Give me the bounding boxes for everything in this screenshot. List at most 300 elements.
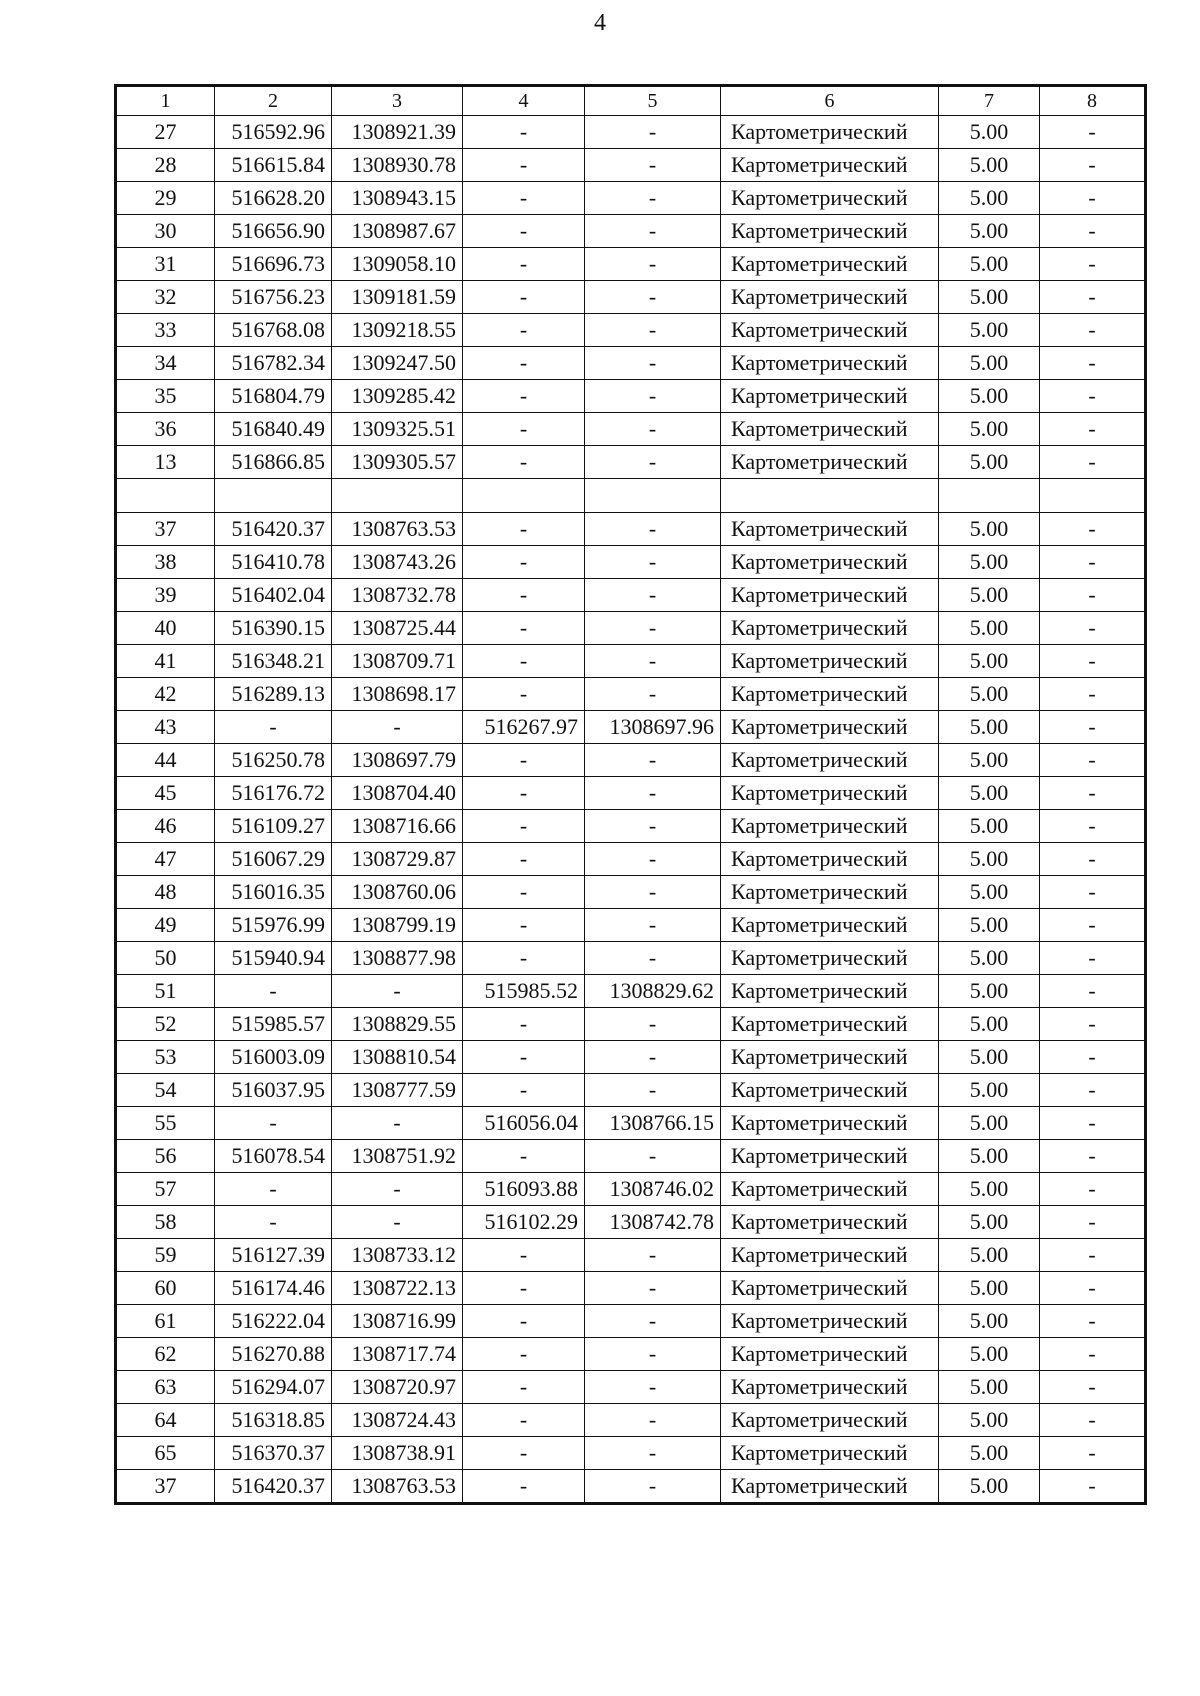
cell-y-alt-coordinate: - — [585, 1239, 721, 1272]
cell-point-number: 36 — [116, 413, 215, 446]
table-row — [116, 1404, 1146, 1437]
cell-y-coordinate: - — [332, 975, 463, 1008]
cell-point-number: 37 — [116, 513, 215, 546]
cell-y-alt-coordinate: - — [585, 281, 721, 314]
cell-y-coordinate: 1308777.59 — [332, 1074, 463, 1107]
cell-y-coordinate: 1309058.10 — [332, 248, 463, 281]
cell-method: Картометрический — [721, 810, 939, 843]
cell-note: - — [1040, 1305, 1146, 1338]
cell-y-coordinate: 1308930.78 — [332, 149, 463, 182]
cell-method: Картометрический — [721, 942, 939, 975]
cell-y-alt-coordinate: - — [585, 1305, 721, 1338]
cell-y-coordinate: 1308921.39 — [332, 116, 463, 149]
cell-accuracy: 5.00 — [939, 1173, 1040, 1206]
cell-x-coordinate: 516348.21 — [215, 645, 332, 678]
table-row — [116, 1371, 1146, 1404]
cell-x-coordinate: 516696.73 — [215, 248, 332, 281]
cell-x-alt-coordinate: 516267.97 — [463, 711, 585, 744]
table-row — [116, 1140, 1146, 1173]
cell-x-coordinate: 516628.20 — [215, 182, 332, 215]
cell-method: Картометрический — [721, 612, 939, 645]
cell-x-coordinate: 516109.27 — [215, 810, 332, 843]
cell-x-alt-coordinate: - — [463, 1041, 585, 1074]
cell-note: - — [1040, 711, 1146, 744]
cell-accuracy: 5.00 — [939, 711, 1040, 744]
cell-accuracy: 5.00 — [939, 116, 1040, 149]
table-row — [116, 777, 1146, 810]
cell-note: - — [1040, 1371, 1146, 1404]
cell-y-coordinate: 1308751.92 — [332, 1140, 463, 1173]
cell-point-number: 29 — [116, 182, 215, 215]
cell-accuracy: 5.00 — [939, 777, 1040, 810]
cell-accuracy: 5.00 — [939, 1272, 1040, 1305]
table-row — [116, 1074, 1146, 1107]
cell-point-number: 58 — [116, 1206, 215, 1239]
cell-note: - — [1040, 975, 1146, 1008]
cell-note: - — [1040, 678, 1146, 711]
table-row — [116, 413, 1146, 446]
cell-x-alt-coordinate: - — [463, 513, 585, 546]
cell-method: Картометрический — [721, 1272, 939, 1305]
cell-x-coordinate: - — [215, 1206, 332, 1239]
cell-point-number: 62 — [116, 1338, 215, 1371]
cell-x-alt-coordinate: - — [463, 546, 585, 579]
cell-note — [1040, 479, 1146, 513]
cell-method: Картометрический — [721, 182, 939, 215]
cell-y-coordinate: 1308716.99 — [332, 1305, 463, 1338]
cell-y-coordinate: 1308717.74 — [332, 1338, 463, 1371]
cell-note: - — [1040, 1437, 1146, 1470]
cell-x-alt-coordinate: - — [463, 1437, 585, 1470]
cell-accuracy: 5.00 — [939, 1107, 1040, 1140]
cell-point-number: 48 — [116, 876, 215, 909]
cell-point-number: 53 — [116, 1041, 215, 1074]
cell-y-coordinate: 1308799.19 — [332, 909, 463, 942]
cell-y-alt-coordinate: 1308697.96 — [585, 711, 721, 744]
table-row — [116, 314, 1146, 347]
cell-method: Картометрический — [721, 1140, 939, 1173]
cell-point-number: 34 — [116, 347, 215, 380]
cell-y-alt-coordinate: - — [585, 149, 721, 182]
table-row — [116, 579, 1146, 612]
cell-method: Картометрический — [721, 1173, 939, 1206]
cell-method: Картометрический — [721, 843, 939, 876]
cell-y-coordinate: 1309218.55 — [332, 314, 463, 347]
table-row — [116, 546, 1146, 579]
cell-y-alt-coordinate: - — [585, 1140, 721, 1173]
table-row — [116, 116, 1146, 149]
cell-x-coordinate: 516250.78 — [215, 744, 332, 777]
cell-y-alt-coordinate: - — [585, 1437, 721, 1470]
cell-y-coordinate: 1308716.66 — [332, 810, 463, 843]
cell-method: Картометрический — [721, 1239, 939, 1272]
cell-y-alt-coordinate: - — [585, 116, 721, 149]
cell-accuracy: 5.00 — [939, 1008, 1040, 1041]
cell-accuracy: 5.00 — [939, 347, 1040, 380]
cell-y-alt-coordinate: - — [585, 182, 721, 215]
table-row — [116, 1008, 1146, 1041]
cell-note: - — [1040, 1008, 1146, 1041]
cell-note: - — [1040, 1107, 1146, 1140]
cell-note: - — [1040, 1140, 1146, 1173]
cell-x-coordinate: 516294.07 — [215, 1371, 332, 1404]
cell-x-coordinate: 516067.29 — [215, 843, 332, 876]
cell-x-alt-coordinate: - — [463, 446, 585, 479]
cell-x-coordinate: 516768.08 — [215, 314, 332, 347]
cell-y-alt-coordinate: - — [585, 645, 721, 678]
cell-point-number: 52 — [116, 1008, 215, 1041]
cell-y-alt-coordinate: - — [585, 215, 721, 248]
cell-y-coordinate: 1308704.40 — [332, 777, 463, 810]
cell-accuracy: 5.00 — [939, 513, 1040, 546]
cell-y-coordinate: 1308943.15 — [332, 182, 463, 215]
cell-accuracy: 5.00 — [939, 446, 1040, 479]
cell-method: Картометрический — [721, 1470, 939, 1504]
cell-x-coordinate: 516756.23 — [215, 281, 332, 314]
table-row — [116, 711, 1146, 744]
table-row — [116, 513, 1146, 546]
cell-y-alt-coordinate: - — [585, 1272, 721, 1305]
cell-y-alt-coordinate: 1308742.78 — [585, 1206, 721, 1239]
cell-method: Картометрический — [721, 1371, 939, 1404]
cell-note: - — [1040, 546, 1146, 579]
cell-note: - — [1040, 942, 1146, 975]
cell-note: - — [1040, 744, 1146, 777]
cell-method: Картометрический — [721, 413, 939, 446]
cell-point-number: 33 — [116, 314, 215, 347]
cell-y-coordinate: 1309181.59 — [332, 281, 463, 314]
cell-x-coordinate: 516270.88 — [215, 1338, 332, 1371]
cell-point-number: 43 — [116, 711, 215, 744]
cell-method: Картометрический — [721, 116, 939, 149]
cell-point-number: 30 — [116, 215, 215, 248]
cell-method: Картометрический — [721, 909, 939, 942]
cell-x-coordinate: 515940.94 — [215, 942, 332, 975]
cell-x-coordinate: 516127.39 — [215, 1239, 332, 1272]
cell-x-alt-coordinate: 516093.88 — [463, 1173, 585, 1206]
cell-accuracy: 5.00 — [939, 876, 1040, 909]
cell-x-coordinate: - — [215, 711, 332, 744]
cell-x-alt-coordinate: 515985.52 — [463, 975, 585, 1008]
cell-note: - — [1040, 1338, 1146, 1371]
cell-accuracy: 5.00 — [939, 1074, 1040, 1107]
cell-note: - — [1040, 182, 1146, 215]
cell-point-number: 57 — [116, 1173, 215, 1206]
cell-x-coordinate: 516410.78 — [215, 546, 332, 579]
cell-method: Картометрический — [721, 380, 939, 413]
cell-method: Картометрический — [721, 149, 939, 182]
cell-y-alt-coordinate: 1308746.02 — [585, 1173, 721, 1206]
cell-note: - — [1040, 248, 1146, 281]
cell-x-coordinate: 516420.37 — [215, 513, 332, 546]
table-row — [116, 1437, 1146, 1470]
cell-method: Картометрический — [721, 645, 939, 678]
cell-x-alt-coordinate: - — [463, 248, 585, 281]
cell-x-coordinate: 516390.15 — [215, 612, 332, 645]
cell-point-number: 35 — [116, 380, 215, 413]
cell-x-alt-coordinate: - — [463, 1140, 585, 1173]
cell-method: Картометрический — [721, 744, 939, 777]
cell-y-alt-coordinate: - — [585, 744, 721, 777]
cell-note: - — [1040, 314, 1146, 347]
table-row — [116, 942, 1146, 975]
cell-accuracy: 5.00 — [939, 149, 1040, 182]
cell-x-alt-coordinate: - — [463, 1470, 585, 1504]
cell-point-number: 44 — [116, 744, 215, 777]
cell-y-coordinate: 1308697.79 — [332, 744, 463, 777]
cell-y-alt-coordinate: - — [585, 579, 721, 612]
cell-method: Картометрический — [721, 1437, 939, 1470]
column-header-accuracy: 7 — [939, 86, 1040, 116]
cell-method: Картометрический — [721, 1074, 939, 1107]
cell-point-number: 13 — [116, 446, 215, 479]
cell-method: Картометрический — [721, 1008, 939, 1041]
cell-accuracy: 5.00 — [939, 248, 1040, 281]
cell-x-alt-coordinate: - — [463, 1239, 585, 1272]
cell-accuracy: 5.00 — [939, 843, 1040, 876]
cell-x-alt-coordinate: - — [463, 1272, 585, 1305]
cell-y-coordinate: 1308733.12 — [332, 1239, 463, 1272]
cell-accuracy: 5.00 — [939, 1470, 1040, 1504]
cell-x-alt-coordinate: - — [463, 876, 585, 909]
cell-point-number: 55 — [116, 1107, 215, 1140]
cell-note: - — [1040, 843, 1146, 876]
cell-accuracy: 5.00 — [939, 942, 1040, 975]
cell-accuracy: 5.00 — [939, 1404, 1040, 1437]
cell-x-coordinate: 515976.99 — [215, 909, 332, 942]
cell-method: Картометрический — [721, 248, 939, 281]
cell-note: - — [1040, 810, 1146, 843]
table-row — [116, 1041, 1146, 1074]
cell-method: Картометрический — [721, 1041, 939, 1074]
cell-y-alt-coordinate: - — [585, 810, 721, 843]
cell-point-number: 56 — [116, 1140, 215, 1173]
table-row — [116, 1239, 1146, 1272]
cell-method: Картометрический — [721, 1404, 939, 1437]
table-row — [116, 810, 1146, 843]
cell-x-alt-coordinate: - — [463, 777, 585, 810]
cell-y-coordinate: 1308720.97 — [332, 1371, 463, 1404]
cell-x-alt-coordinate: - — [463, 1371, 585, 1404]
cell-point-number: 51 — [116, 975, 215, 1008]
cell-y-alt-coordinate: - — [585, 248, 721, 281]
table-header-row — [116, 86, 1146, 116]
cell-accuracy: 5.00 — [939, 909, 1040, 942]
cell-point-number: 40 — [116, 612, 215, 645]
cell-x-alt-coordinate: - — [463, 116, 585, 149]
cell-y-alt-coordinate: - — [585, 843, 721, 876]
cell-note: - — [1040, 149, 1146, 182]
cell-accuracy: 5.00 — [939, 744, 1040, 777]
cell-note: - — [1040, 215, 1146, 248]
cell-note: - — [1040, 281, 1146, 314]
table-separator-row — [116, 479, 1146, 513]
cell-y-alt-coordinate: - — [585, 546, 721, 579]
cell-x-alt-coordinate: 516102.29 — [463, 1206, 585, 1239]
cell-accuracy: 5.00 — [939, 1041, 1040, 1074]
table-row — [116, 975, 1146, 1008]
cell-note: - — [1040, 1272, 1146, 1305]
cell-x-coordinate: - — [215, 975, 332, 1008]
cell-x-alt-coordinate: - — [463, 347, 585, 380]
cell-y-coordinate: 1309305.57 — [332, 446, 463, 479]
cell-y-alt-coordinate — [585, 479, 721, 513]
cell-accuracy: 5.00 — [939, 645, 1040, 678]
cell-y-coordinate: 1308763.53 — [332, 1470, 463, 1504]
cell-x-coordinate: 516222.04 — [215, 1305, 332, 1338]
cell-y-alt-coordinate: - — [585, 413, 721, 446]
cell-y-alt-coordinate: - — [585, 612, 721, 645]
cell-accuracy: 5.00 — [939, 413, 1040, 446]
table-row — [116, 612, 1146, 645]
cell-point-number: 50 — [116, 942, 215, 975]
cell-x-alt-coordinate: - — [463, 1074, 585, 1107]
table-row — [116, 744, 1146, 777]
cell-method: Картометрический — [721, 1107, 939, 1140]
cell-accuracy: 5.00 — [939, 810, 1040, 843]
cell-note: - — [1040, 1206, 1146, 1239]
cell-y-alt-coordinate: 1308766.15 — [585, 1107, 721, 1140]
table-row — [116, 678, 1146, 711]
cell-y-coordinate: 1308725.44 — [332, 612, 463, 645]
table-row — [116, 215, 1146, 248]
cell-x-alt-coordinate: - — [463, 281, 585, 314]
table-row — [116, 149, 1146, 182]
cell-point-number: 47 — [116, 843, 215, 876]
cell-y-coordinate: - — [332, 711, 463, 744]
cell-x-alt-coordinate: 516056.04 — [463, 1107, 585, 1140]
cell-method: Картометрический — [721, 1338, 939, 1371]
column-header-note: 8 — [1040, 86, 1146, 116]
cell-accuracy: 5.00 — [939, 1371, 1040, 1404]
cell-y-alt-coordinate: - — [585, 380, 721, 413]
cell-note: - — [1040, 876, 1146, 909]
cell-accuracy — [939, 479, 1040, 513]
cell-method: Картометрический — [721, 975, 939, 1008]
cell-method: Картометрический — [721, 876, 939, 909]
coordinates-table — [114, 84, 1147, 1505]
page-number: 4 — [594, 10, 606, 36]
cell-point-number: 27 — [116, 116, 215, 149]
cell-method: Картометрический — [721, 546, 939, 579]
cell-x-alt-coordinate: - — [463, 314, 585, 347]
cell-x-alt-coordinate: - — [463, 612, 585, 645]
cell-x-coordinate: 516656.90 — [215, 215, 332, 248]
cell-method: Картометрический — [721, 777, 939, 810]
cell-point-number: 42 — [116, 678, 215, 711]
cell-y-alt-coordinate: - — [585, 1041, 721, 1074]
cell-x-alt-coordinate: - — [463, 744, 585, 777]
cell-y-alt-coordinate: - — [585, 1404, 721, 1437]
cell-point-number: 38 — [116, 546, 215, 579]
cell-y-coordinate: 1308722.13 — [332, 1272, 463, 1305]
cell-method: Картометрический — [721, 1305, 939, 1338]
cell-y-coordinate: - — [332, 1173, 463, 1206]
cell-accuracy: 5.00 — [939, 215, 1040, 248]
cell-point-number: 65 — [116, 1437, 215, 1470]
cell-x-alt-coordinate: - — [463, 215, 585, 248]
table-row — [116, 182, 1146, 215]
cell-y-coordinate: 1308698.17 — [332, 678, 463, 711]
table-row — [116, 281, 1146, 314]
cell-accuracy: 5.00 — [939, 612, 1040, 645]
table-row — [116, 909, 1146, 942]
cell-point-number: 63 — [116, 1371, 215, 1404]
cell-x-alt-coordinate: - — [463, 1305, 585, 1338]
cell-method: Картометрический — [721, 314, 939, 347]
cell-point-number: 64 — [116, 1404, 215, 1437]
cell-y-coordinate: 1308743.26 — [332, 546, 463, 579]
cell-x-coordinate: 516318.85 — [215, 1404, 332, 1437]
cell-y-coordinate: 1308738.91 — [332, 1437, 463, 1470]
cell-point-number: 32 — [116, 281, 215, 314]
column-header-x-coordinate: 2 — [215, 86, 332, 116]
cell-y-coordinate: 1308987.67 — [332, 215, 463, 248]
cell-x-coordinate: 516176.72 — [215, 777, 332, 810]
cell-y-coordinate: 1308729.87 — [332, 843, 463, 876]
cell-y-coordinate: 1309325.51 — [332, 413, 463, 446]
cell-x-coordinate: 516016.35 — [215, 876, 332, 909]
cell-point-number — [116, 479, 215, 513]
cell-y-coordinate: - — [332, 1107, 463, 1140]
cell-accuracy: 5.00 — [939, 546, 1040, 579]
cell-x-alt-coordinate: - — [463, 413, 585, 446]
cell-x-alt-coordinate: - — [463, 1404, 585, 1437]
column-header-x-alt-coordinate: 4 — [463, 86, 585, 116]
cell-point-number: 37 — [116, 1470, 215, 1504]
cell-note: - — [1040, 909, 1146, 942]
cell-note: - — [1040, 347, 1146, 380]
table-row — [116, 248, 1146, 281]
cell-x-alt-coordinate — [463, 479, 585, 513]
cell-point-number: 60 — [116, 1272, 215, 1305]
cell-x-alt-coordinate: - — [463, 182, 585, 215]
cell-x-alt-coordinate: - — [463, 909, 585, 942]
cell-y-coordinate: 1308877.98 — [332, 942, 463, 975]
table-row — [116, 1206, 1146, 1239]
cell-method: Картометрический — [721, 513, 939, 546]
cell-point-number: 31 — [116, 248, 215, 281]
cell-x-alt-coordinate: - — [463, 1338, 585, 1371]
cell-method: Картометрический — [721, 1206, 939, 1239]
table-row — [116, 446, 1146, 479]
cell-point-number: 54 — [116, 1074, 215, 1107]
cell-accuracy: 5.00 — [939, 975, 1040, 1008]
cell-y-alt-coordinate: - — [585, 678, 721, 711]
cell-note: - — [1040, 1041, 1146, 1074]
table-row — [116, 1338, 1146, 1371]
cell-point-number: 39 — [116, 579, 215, 612]
table-row — [116, 1173, 1146, 1206]
cell-y-alt-coordinate: - — [585, 909, 721, 942]
cell-y-coordinate — [332, 479, 463, 513]
cell-y-alt-coordinate: - — [585, 1338, 721, 1371]
cell-x-alt-coordinate: - — [463, 942, 585, 975]
cell-accuracy: 5.00 — [939, 1305, 1040, 1338]
cell-x-alt-coordinate: - — [463, 678, 585, 711]
cell-y-coordinate: 1308760.06 — [332, 876, 463, 909]
cell-x-alt-coordinate: - — [463, 380, 585, 413]
cell-method: Картометрический — [721, 347, 939, 380]
cell-x-coordinate: 516078.54 — [215, 1140, 332, 1173]
cell-y-alt-coordinate: - — [585, 1074, 721, 1107]
cell-note: - — [1040, 1404, 1146, 1437]
cell-y-coordinate: - — [332, 1206, 463, 1239]
cell-y-alt-coordinate: - — [585, 942, 721, 975]
cell-point-number: 61 — [116, 1305, 215, 1338]
cell-x-alt-coordinate: - — [463, 810, 585, 843]
cell-y-alt-coordinate: - — [585, 314, 721, 347]
